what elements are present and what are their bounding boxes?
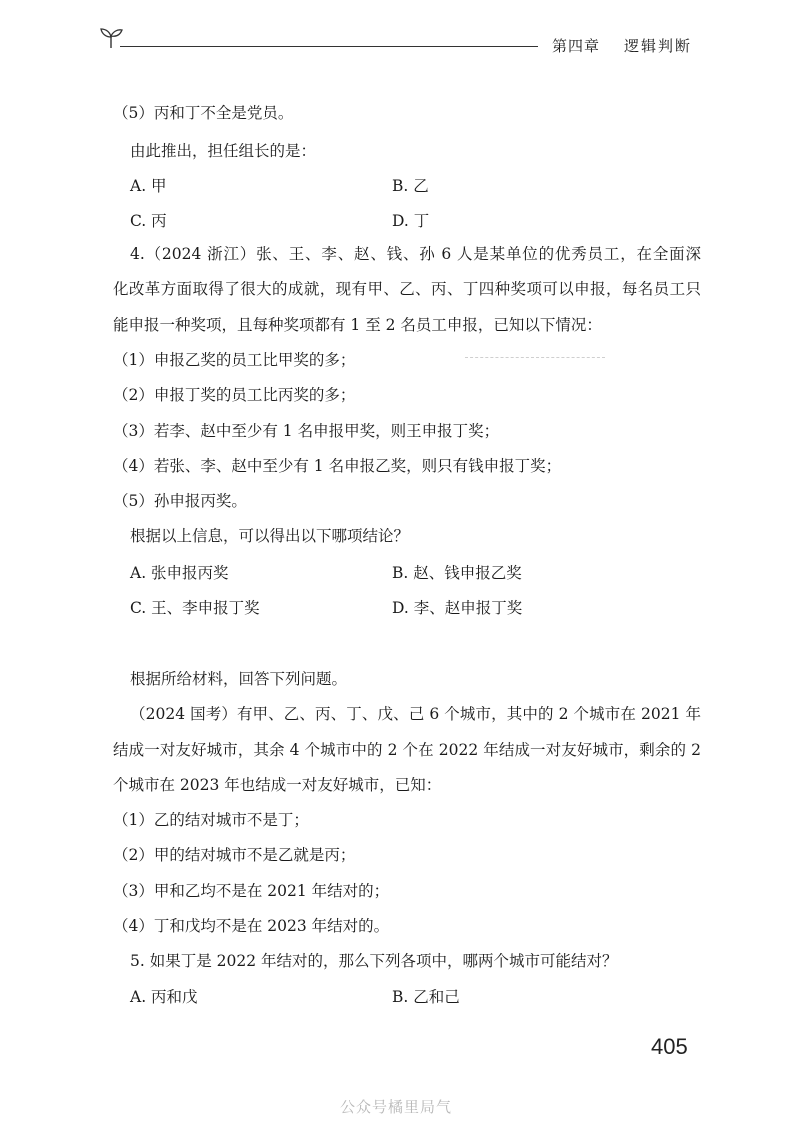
q4-condition-3: （3）若李、赵中至少有 1 名申报甲奖，则王申报丁奖； bbox=[113, 422, 500, 440]
q3-option-a: A. 甲 bbox=[130, 177, 167, 195]
watermark: 公众号橘里局气 bbox=[340, 1098, 453, 1116]
q4-stem-line-1: 4.（2024 浙江）张、王、李、赵、钱、孙 6 人是某单位的优秀员工，在全面深 bbox=[130, 245, 701, 263]
chapter-label: 第四章 bbox=[552, 37, 601, 55]
page-number: 405 bbox=[651, 1034, 688, 1059]
q3-option-c: C. 丙 bbox=[130, 212, 167, 230]
q4-condition-5: （5）孙申报丙奖。 bbox=[113, 492, 247, 510]
header-rule bbox=[120, 46, 538, 47]
material-condition-2: （2）甲的结对城市不是乙就是丙； bbox=[113, 846, 356, 864]
q3-option-d: D. 丁 bbox=[392, 212, 430, 230]
material-intro: 根据所给材料，回答下列问题。 bbox=[130, 670, 348, 688]
q4-stem-line-3: 能申报一种奖项，且每种奖项都有 1 至 2 名员工申报，已知以下情况： bbox=[113, 316, 602, 334]
q4-condition-4: （4）若张、李、赵中至少有 1 名申报乙奖，则只有钱申报丁奖； bbox=[113, 457, 562, 475]
chapter-title: 逻辑判断 bbox=[624, 37, 693, 55]
material-condition-3: （3）甲和乙均不是在 2021 年结对的； bbox=[113, 882, 390, 900]
q4-option-b: B. 赵、钱申报乙奖 bbox=[392, 564, 522, 582]
q3-option-b: B. 乙 bbox=[392, 177, 429, 195]
material-stem-line-2: 结成一对友好城市，其余 4 个城市中的 2 个在 2022 年结成一对友好城市，剩余的 2 bbox=[113, 741, 701, 759]
scan-artifact bbox=[465, 357, 605, 358]
q4-condition-1: （1）申报乙奖的员工比甲奖的多； bbox=[113, 351, 356, 369]
q4-option-a: A. 张申报丙奖 bbox=[130, 564, 229, 582]
q4-prompt: 根据以上信息，可以得出以下哪项结论？ bbox=[130, 527, 410, 545]
q3-prompt: 由此推出，担任组长的是： bbox=[130, 142, 317, 160]
q4-stem-line-2: 化改革方面取得了很大的成就，现有甲、乙、丙、丁四种奖项可以申报，每名员工只 bbox=[113, 280, 701, 298]
q4-condition-2: （2）申报丁奖的员工比丙奖的多； bbox=[113, 386, 356, 404]
material-stem-line-1: （2024 国考）有甲、乙、丙、丁、戊、己 6 个城市，其中的 2 个城市在 2021 年 bbox=[130, 705, 701, 723]
q3-condition-5: （5）丙和丁不全是党员。 bbox=[113, 104, 294, 122]
material-stem-line-3: 个城市在 2023 年也结成一对友好城市，已知： bbox=[113, 776, 442, 794]
material-condition-4: （4）丁和戊均不是在 2023 年结对的。 bbox=[113, 917, 390, 935]
material-condition-1: （1）乙的结对城市不是丁； bbox=[113, 811, 309, 829]
q4-option-d: D. 李、赵申报丁奖 bbox=[392, 599, 523, 617]
q5-stem: 5. 如果丁是 2022 年结对的，那么下列各项中，哪两个城市可能结对？ bbox=[130, 952, 618, 970]
q5-option-b: B. 乙和己 bbox=[392, 988, 460, 1006]
q5-option-a: A. 丙和戊 bbox=[130, 988, 198, 1006]
q4-option-c: C. 王、李申报丁奖 bbox=[130, 599, 260, 617]
